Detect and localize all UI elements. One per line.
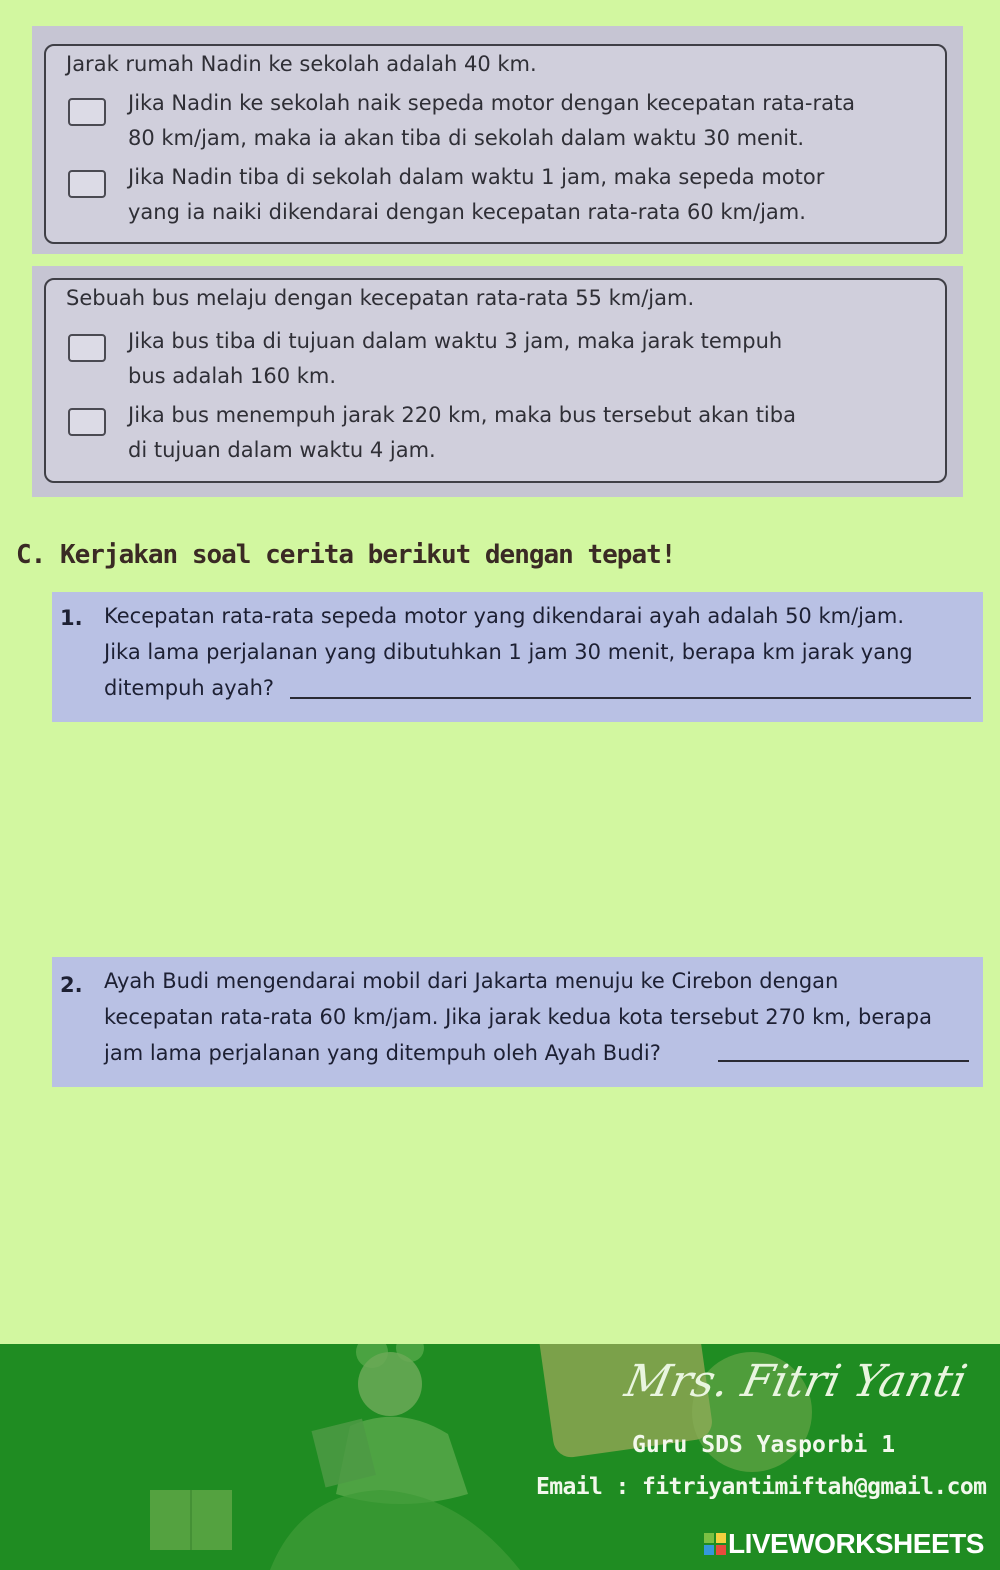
question-line: ditempuh ayah? — [104, 676, 275, 700]
checkbox[interactable] — [68, 98, 106, 126]
checkbox[interactable] — [68, 334, 106, 362]
liveworksheets-icon — [704, 1533, 726, 1555]
question-box-1 — [52, 592, 983, 722]
brand-text: LIVEWORKSHEETS — [728, 1528, 984, 1559]
liveworksheets-logo — [704, 1528, 984, 1560]
checkbox[interactable] — [68, 408, 106, 436]
question-line: Ayah Budi mengendarai mobil dari Jakarta menuju ke Cirebon dengan — [104, 969, 839, 993]
problem-1-option-2 — [68, 165, 933, 240]
problem-2-option-1 — [68, 330, 933, 400]
section-c-heading: C. Kerjakan soal cerita berikut dengan tepat! — [16, 540, 676, 570]
teacher-email: Email : fitriyantimiftah@gmail.com — [536, 1474, 987, 1500]
option-line: Jika Nadin tiba di sekolah dalam waktu 1 jam, maka sepeda motor — [128, 165, 825, 189]
option-line: Jika bus menempuh jarak 220 km, maka bus tersebut akan tiba — [128, 403, 796, 427]
option-line: di tujuan dalam waktu 4 jam. — [128, 438, 436, 462]
problem-panel-1 — [32, 26, 963, 254]
option-line: yang ia naiki dikendarai dengan kecepatan rata-rata 60 km/jam. — [128, 200, 806, 224]
answer-line[interactable] — [290, 697, 971, 699]
problem-2-option-2 — [68, 404, 933, 474]
option-line: Jika bus tiba di tujuan dalam waktu 3 jam, maka jarak tempuh — [128, 329, 783, 353]
option-line: bus adalah 160 km. — [128, 364, 337, 388]
question-box-2 — [52, 957, 983, 1087]
question-line: Jika lama perjalanan yang dibutuhkan 1 jam 30 menit, berapa km jarak yang — [104, 640, 913, 664]
problem-2-statement: Sebuah bus melaju dengan kecepatan rata-rata 55 km/jam. — [66, 286, 695, 310]
question-number: 1. — [60, 606, 83, 630]
question-line: kecepatan rata-rata 60 km/jam. Jika jarak kedua kota tersebut 270 km, berapa — [104, 1005, 932, 1029]
problem-box-1 — [44, 44, 947, 244]
question-number: 2. — [60, 973, 83, 997]
option-line: Jika Nadin ke sekolah naik sepeda motor dengan kecepatan rata-rata — [128, 91, 856, 115]
question-line: jam lama perjalanan yang ditempuh oleh Ayah Budi? — [104, 1041, 661, 1065]
question-line: Kecepatan rata-rata sepeda motor yang dikendarai ayah adalah 50 km/jam. — [104, 604, 904, 628]
problem-1-option-1 — [68, 90, 933, 160]
problem-panel-2 — [32, 266, 963, 497]
footer-banner — [0, 1344, 1000, 1570]
answer-line[interactable] — [718, 1060, 969, 1062]
problem-1-statement: Jarak rumah Nadin ke sekolah adalah 40 km. — [66, 52, 537, 76]
teacher-signature: Mrs. Fitri Yanti — [620, 1356, 972, 1407]
option-line: 80 km/jam, maka ia akan tiba di sekolah dalam waktu 30 menit. — [128, 126, 805, 150]
problem-box-2 — [44, 278, 947, 483]
teacher-role: Guru SDS Yasporbi 1 — [632, 1432, 896, 1458]
checkbox[interactable] — [68, 170, 106, 198]
